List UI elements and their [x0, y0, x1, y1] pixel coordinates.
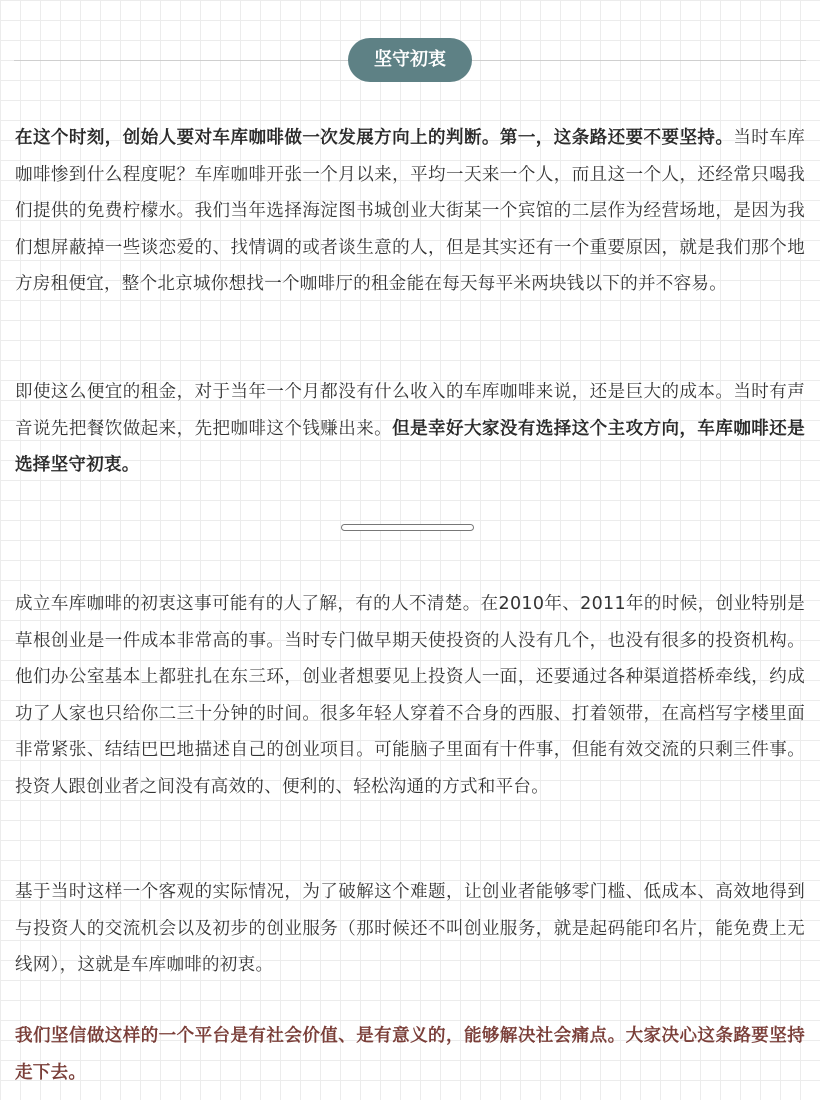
section-header [14, 38, 806, 84]
paragraph-4-text: 基于当时这样一个客观的实际情况，为了破解这个难题，让创业者能够零门槛、低成本、高效地得到与投资人的交流机会以及初步的创业服务（那时候还不叫创业服务，就是起码能印名片，能免费上无线网），这就是车库咖啡的初衷。 [15, 882, 805, 975]
paragraph-2-tail-bold: 但是幸好大家没有选择这个主攻方向，车库咖啡还是选择坚守初衷。 [15, 418, 805, 475]
paragraph-5 [15, 1018, 805, 1091]
paragraph-1-text: 当时车库咖啡惨到什么程度呢？车库咖啡开张一个月以来，平均一天来一个人，而且这一个人，还经常只喝我们提供的免费柠檬水。我们当年选择海淀图书城创业大街某一个宾馆的二层作为经营场地，是因为我们想屏蔽掉一些谈恋爱的、找情调的或者谈生意的人，但是其实还有一个重要原因，就是我们那个地方房租便宜，整个北京城你想找一个咖啡厅的租金能在每天每平米两块钱以下的并不容易。 [15, 128, 806, 294]
paragraph-1 [15, 120, 805, 303]
paragraph-2 [15, 374, 805, 484]
paragraph-1-lead-bold: 在这个时刻，创始人要对车库咖啡做一次发展方向上的判断。第一，这条路还要不要坚持。 [15, 128, 734, 148]
paragraph-5-highlight: 我们坚信做这样的一个平台是有社会价值、是有意义的，能够解决社会痛点。大家决心这条路要坚持走下去。 [15, 1026, 805, 1083]
paragraph-3 [15, 586, 805, 805]
paragraph-3-text: 成立车库咖啡的初衷这事可能有的人了解，有的人不清楚。在2010年、2011年的时候，创业特别是草根创业是一件成本非常高的事。当时专门做早期天使投资的人没有几个，也没有很多的投资机构。他们办公室基本上都驻扎在东三环，创业者想要见上投资人一面，还要通过各种渠道搭桥牵线，约成功了人家也只给你二三十分钟的时间。很多年轻人穿着不合身的西服、打着领带，在高档写字楼里面非常紧张、结结巴巴地描述自己的创业项目。可能脑子里面有十件事，但能有效交流的只剩三件事。投资人跟创业者之间没有高效的、便利的、轻松沟通的方式和平台。 [15, 594, 805, 797]
paragraph-2-text: 即使这么便宜的租金，对于当年一个月都没有什么收入的车库咖啡来说，还是巨大的成本。当时有声音说先把餐饮做起来，先把咖啡这个钱赚出来。 [15, 382, 805, 439]
section-divider [341, 524, 474, 531]
paragraph-4 [15, 874, 805, 984]
section-title-badge: 坚守初衷 [348, 38, 472, 82]
